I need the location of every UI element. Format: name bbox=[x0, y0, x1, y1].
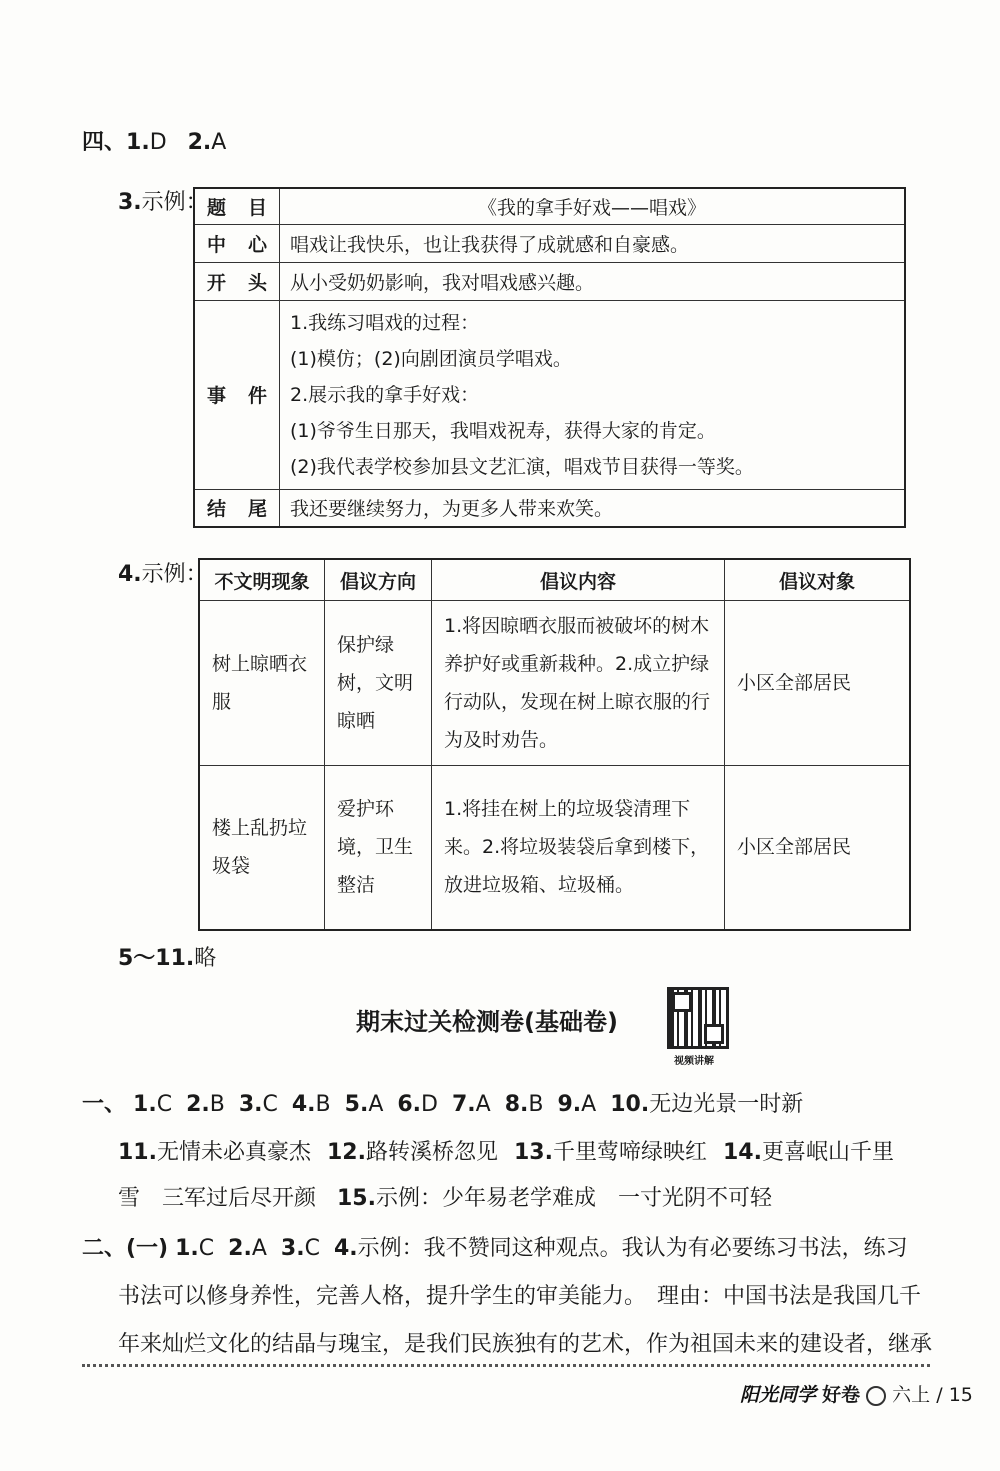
row-header: 结尾 bbox=[194, 489, 280, 527]
section-title: 期末过关检测卷(基础卷) bbox=[356, 1008, 618, 1036]
answer-item bbox=[723, 1140, 894, 1165]
item-number: 10. bbox=[610, 1092, 650, 1117]
table-row bbox=[194, 188, 905, 224]
item-number: 1. bbox=[133, 1092, 157, 1117]
item-answer: 示例：我不赞同这种观点。我认为有必要练习书法，练习 bbox=[357, 1236, 908, 1261]
table-row bbox=[194, 262, 905, 300]
cell-target: 小区全部居民 bbox=[725, 601, 911, 766]
cell-target: 小区全部居民 bbox=[725, 766, 911, 930]
page-number: 15 bbox=[948, 1384, 973, 1406]
item-answer: C bbox=[156, 1092, 173, 1117]
label-text: 示例： bbox=[141, 190, 208, 215]
table-header-row bbox=[199, 559, 910, 601]
item-number: 7. bbox=[452, 1092, 476, 1117]
section-prefix: 四、 bbox=[82, 130, 127, 155]
column-header: 倡议对象 bbox=[725, 559, 911, 601]
table-row bbox=[194, 489, 905, 527]
item-number: 4. bbox=[333, 1236, 358, 1261]
row-header: 题目 bbox=[194, 188, 280, 224]
item-answer: 无情未必真豪杰 bbox=[156, 1140, 311, 1165]
item-answer: 千里莺啼绿映红 bbox=[552, 1140, 707, 1165]
item-answer: C bbox=[198, 1236, 215, 1261]
item-answer: A bbox=[475, 1092, 491, 1117]
part2-line-2: 书法可以修身养性，完善人格，提升学生的审美能力。 理由：中国书法是我国几千 bbox=[118, 1284, 922, 1309]
cell-phenomenon: 楼上乱扔垃圾袋 bbox=[199, 766, 325, 930]
item-number: 2. bbox=[186, 1092, 210, 1117]
answer-item bbox=[345, 1092, 384, 1117]
answer-item bbox=[292, 1092, 331, 1117]
item-number: 5～11. bbox=[118, 946, 195, 971]
row-value: 《我的拿手好戏——唱戏》 bbox=[280, 188, 906, 224]
qr-code[interactable] bbox=[667, 987, 729, 1049]
q4-label bbox=[118, 560, 208, 590]
item-answer: A bbox=[581, 1092, 597, 1117]
column-header: 倡议方向 bbox=[325, 559, 432, 601]
answer-item bbox=[239, 1092, 278, 1117]
part2-line-1 bbox=[82, 1234, 908, 1264]
item-number: 15. bbox=[337, 1186, 376, 1211]
item-answer: C bbox=[304, 1236, 320, 1261]
item-number: 3. bbox=[118, 190, 142, 215]
item-number: 3. bbox=[238, 1092, 263, 1117]
row-header: 中心 bbox=[194, 224, 280, 262]
item-answer: B bbox=[209, 1092, 225, 1117]
item-answer: 更喜岷山千里 bbox=[761, 1140, 894, 1165]
row-header: 开头 bbox=[194, 262, 280, 300]
cell-content: 1.将因晾晒衣服而被破坏的树木养护好或重新栽种。2.成立护绿行动队，发现在树上晾衣服的行为及时劝告。 bbox=[432, 601, 725, 766]
row-value: 我还要继续努力，为更多人带来欢笑。 bbox=[280, 489, 906, 527]
item-answer: B bbox=[528, 1092, 544, 1117]
cell-phenomenon: 树上晾晒衣服 bbox=[199, 601, 325, 766]
item-number: 1. bbox=[175, 1236, 199, 1261]
row-value: 唱戏让我快乐，也让我获得了成就感和自豪感。 bbox=[280, 224, 906, 262]
brand-logo: 阳光同学 bbox=[740, 1384, 817, 1406]
answer-item bbox=[397, 1092, 438, 1117]
section-prefix: 二、(一) bbox=[82, 1236, 169, 1261]
item-number: 3. bbox=[280, 1236, 305, 1261]
answer-item bbox=[186, 1092, 225, 1117]
item-number: 5. bbox=[344, 1092, 369, 1117]
label-text: 示例： bbox=[141, 562, 208, 587]
answer-item bbox=[610, 1092, 803, 1117]
item-number: 2. bbox=[187, 130, 212, 155]
qr-caption: 视频讲解 bbox=[674, 1056, 714, 1067]
footer-divider bbox=[82, 1364, 930, 1367]
table-row bbox=[199, 601, 910, 766]
page-separator: / bbox=[936, 1384, 943, 1406]
brand-suffix: 好卷 bbox=[822, 1384, 861, 1406]
item-answer: 路转溪桥忽见 bbox=[365, 1140, 498, 1165]
item-answer: A bbox=[211, 130, 227, 155]
answer-item bbox=[327, 1140, 498, 1165]
part1-line-3 bbox=[118, 1184, 772, 1214]
table-row bbox=[194, 224, 905, 262]
row-value: 从小受奶奶影响，我对唱戏感兴趣。 bbox=[280, 262, 906, 300]
item-number: 11. bbox=[118, 1140, 157, 1165]
item-number: 14. bbox=[723, 1140, 762, 1165]
answer-item bbox=[505, 1092, 544, 1117]
event-line: (1)爷爷生日那天，我唱戏祝寿，获得大家的肯定。 bbox=[290, 419, 716, 442]
item-answer: 无边光景一时新 bbox=[649, 1092, 804, 1117]
item-answer: D bbox=[149, 130, 167, 155]
q4-intro-line bbox=[82, 128, 226, 158]
part1-line-2 bbox=[118, 1138, 910, 1168]
item-number: 9. bbox=[557, 1092, 582, 1117]
item-number: 6. bbox=[397, 1092, 422, 1117]
item-answer: C bbox=[262, 1092, 278, 1117]
answer-item bbox=[558, 1092, 597, 1117]
item-number: 12. bbox=[327, 1140, 366, 1165]
q5-11-line bbox=[118, 944, 216, 974]
row-value bbox=[280, 300, 906, 489]
answer-item bbox=[118, 1140, 311, 1165]
column-header: 倡议内容 bbox=[432, 559, 725, 601]
footer bbox=[740, 1380, 973, 1407]
part1-line-1 bbox=[82, 1090, 817, 1120]
item-answer: D bbox=[421, 1092, 438, 1117]
answer-text: 雪 三军过后尽开颜 bbox=[118, 1186, 317, 1211]
cell-direction: 保护绿树，文明晾晒 bbox=[325, 601, 432, 766]
item-number: 8. bbox=[504, 1092, 529, 1117]
cell-content: 1.将挂在树上的垃圾袋清理下来。2.将垃圾装袋后拿到楼下，放进垃圾箱、垃圾桶。 bbox=[432, 766, 725, 930]
edition-icon bbox=[866, 1386, 886, 1406]
answer-item bbox=[133, 1092, 172, 1117]
item-answer: A bbox=[368, 1092, 384, 1117]
grade-label: 六上 bbox=[892, 1384, 931, 1406]
answer-item bbox=[228, 1236, 267, 1261]
answer-text: 示例：少年易老学难成 一寸光阴不可轻 bbox=[375, 1186, 772, 1211]
answer-item bbox=[281, 1236, 320, 1261]
event-line: 1.我练习唱戏的过程： bbox=[290, 311, 480, 334]
item-number: 2. bbox=[228, 1236, 252, 1261]
answer-item bbox=[514, 1140, 707, 1165]
event-line: (2)我代表学校参加县文艺汇演，唱戏节目获得一等奖。 bbox=[290, 455, 754, 478]
item-answer: A bbox=[251, 1236, 267, 1261]
table-row bbox=[199, 766, 910, 930]
item-number: 4. bbox=[291, 1092, 316, 1117]
column-header: 不文明现象 bbox=[199, 559, 325, 601]
event-line: 2.展示我的拿手好戏： bbox=[290, 383, 480, 406]
item-number: 4. bbox=[118, 562, 142, 587]
table-row bbox=[194, 300, 905, 489]
proposal-table bbox=[198, 558, 911, 931]
item-number: 13. bbox=[514, 1140, 553, 1165]
item-answer: 略 bbox=[194, 946, 217, 971]
event-line: (1)模仿；(2)向剧团演员学唱戏。 bbox=[290, 347, 572, 370]
item-number: 1. bbox=[126, 130, 150, 155]
answer-item bbox=[452, 1092, 491, 1117]
item-answer: B bbox=[315, 1092, 331, 1117]
answer-item bbox=[175, 1236, 214, 1261]
cell-direction: 爱护环境，卫生整洁 bbox=[325, 766, 432, 930]
section-prefix: 一、 bbox=[82, 1092, 127, 1117]
essay-outline-table bbox=[193, 187, 906, 528]
row-header: 事件 bbox=[194, 300, 280, 489]
part2-line-3: 年来灿烂文化的结晶与瑰宝，是我们民族独有的艺术，作为祖国未来的建设者，继承 bbox=[118, 1332, 933, 1357]
